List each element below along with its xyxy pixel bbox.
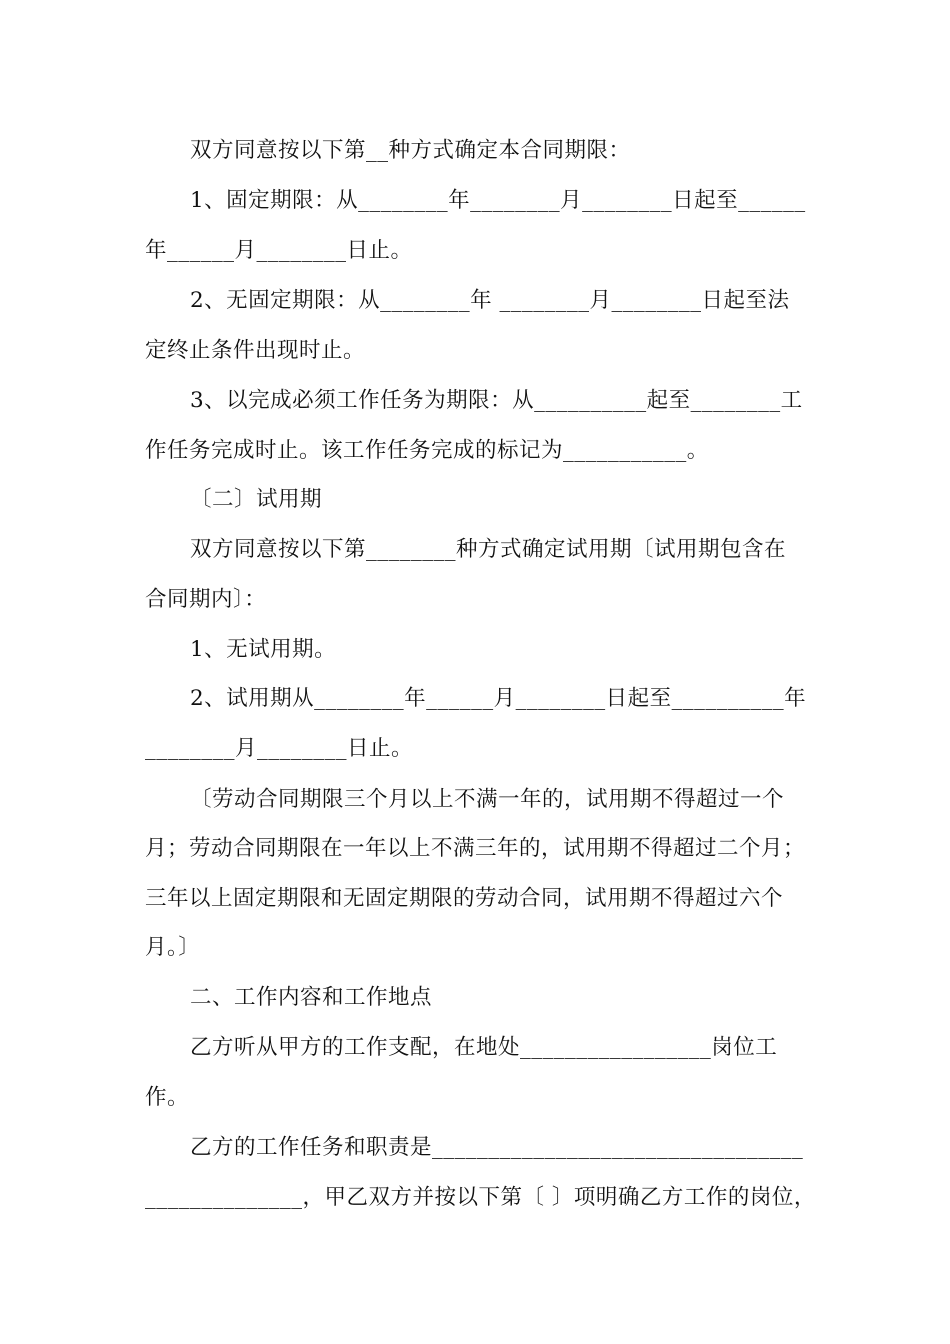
probation-note-line-2: 月；劳动合同期限在一年以上不满三年的，试用期不得超过二个月； [145,836,806,861]
probation-note-line-4: 月。〕 [145,935,201,960]
probation-note-line-1: 〔劳动合同期限三个月以上不满一年的，试用期不得超过一个 [190,787,785,812]
probation-choice-line-2: 合同期内〕： [145,587,267,612]
work-location-line-1: 乙方听从甲方的工作支配，在地处_________________岗位工 [190,1035,778,1060]
duties-line-2: ______________，甲乙双方并按以下第〔 〕项明确乙方工作的岗位， [145,1185,816,1210]
fixed-term-line-2: 年______月________日止。 [145,238,413,263]
probation-note-line-3: 三年以上固定期限和无固定期限的劳动合同，试用期不得超过六个 [145,886,784,911]
no-probation-line: 1、无试用期。 [190,637,337,662]
work-section-heading: 二、工作内容和工作地点 [190,985,433,1010]
duties-line-1: 乙方的工作任务和职责是_________________________________ [190,1135,804,1160]
probation-period-line-1: 2、试用期从________年______月________日起至__________年 [190,686,807,711]
work-location-line-2: 作。 [145,1085,190,1110]
task-term-line-2: 作任务完成时止。该工作任务完成的标记为___________。 [145,438,709,463]
probation-choice-line-1: 双方同意按以下第________种方式确定试用期〔试用期包含在 [190,537,787,562]
probation-heading: 〔二〕试用期 [190,487,323,512]
fixed-term-line-1: 1、固定期限：从________年________月________日起至______ [190,188,806,213]
open-term-line-1: 2、无固定期限：从________年 ________月________日起至法 [190,288,790,313]
probation-period-line-2: ________月________日止。 [145,736,414,761]
task-term-line-1: 3、以完成必须工作任务为期限：从__________起至________工 [190,388,803,413]
term-choice-line: 双方同意按以下第__种方式确定本合同期限： [190,138,631,163]
open-term-line-2: 定终止条件出现时止。 [145,338,366,363]
